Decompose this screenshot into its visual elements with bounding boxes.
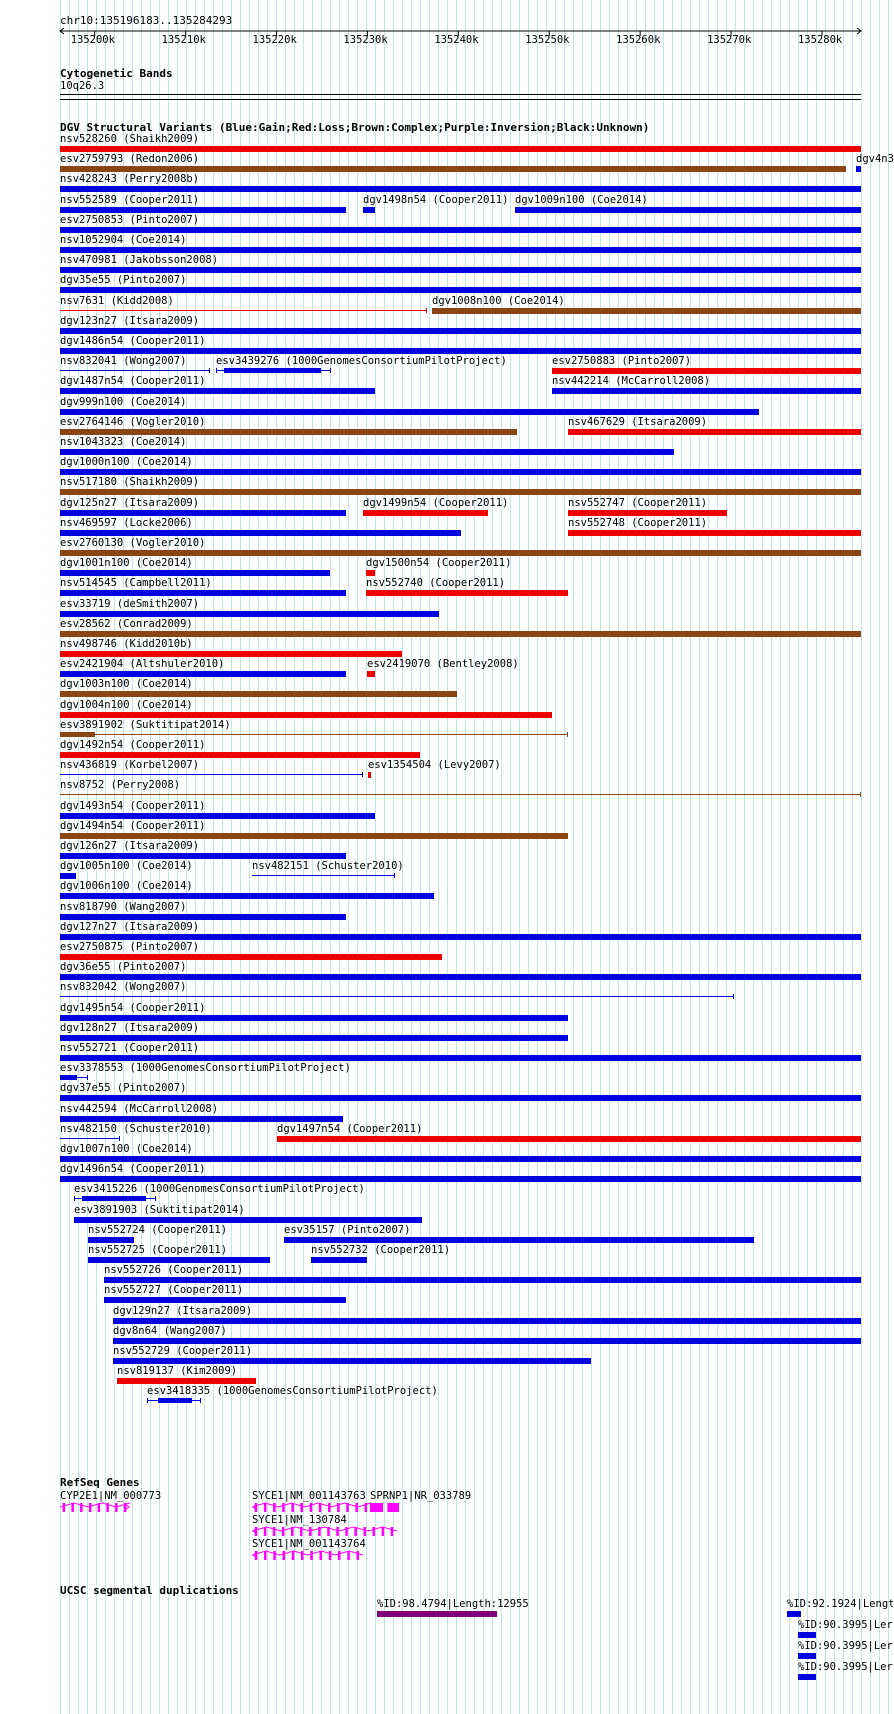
- dgv-feature-label[interactable]: nsv436819 (Korbel2007): [60, 759, 200, 772]
- cytoband-divider-top: [60, 94, 861, 95]
- dgv-feature-bar[interactable]: [60, 1015, 568, 1021]
- dgv-feature-label[interactable]: nsv442594 (McCarroll2008): [60, 1102, 219, 1115]
- dgv-feature-label[interactable]: dgv1001n100 (Coe2014): [60, 557, 193, 570]
- dgv-feature-bar[interactable]: [60, 186, 861, 192]
- dgv-feature-label[interactable]: nsv552747 (Cooper2011): [568, 496, 708, 509]
- dgv-feature-label[interactable]: dgv1497n54 (Cooper2011): [277, 1122, 423, 1135]
- cytoband-track-title[interactable]: Cytogenetic Bands: [60, 67, 173, 80]
- dgv-feature-bar[interactable]: [60, 833, 568, 839]
- dgv-feature-bar[interactable]: [60, 1035, 568, 1041]
- dgv-feature-bar[interactable]: [113, 1318, 861, 1324]
- segdup-label[interactable]: %ID:92.1924|Lengt: [787, 1598, 894, 1610]
- dgv-feature-block[interactable]: [224, 368, 321, 373]
- dgv-feature-label[interactable]: dgv127n27 (Itsara2009): [60, 920, 200, 933]
- dgv-feature-bar[interactable]: [277, 1136, 861, 1142]
- segdup-bar[interactable]: [787, 1611, 801, 1617]
- dgv-feature-bar[interactable]: [856, 166, 861, 172]
- dgv-feature-bar[interactable]: [60, 267, 861, 273]
- dgv-feature-label[interactable]: dgv999n100 (Coe2014): [60, 395, 187, 408]
- segdup-track-title[interactable]: UCSC segmental duplications: [60, 1584, 239, 1597]
- dgv-feature-label[interactable]: esv2419070 (Bentley2008): [367, 658, 519, 671]
- dgv-feature-label[interactable]: dgv123n27 (Itsara2009): [60, 314, 200, 327]
- dgv-feature-end-cap: [209, 368, 210, 373]
- dgv-feature-label[interactable]: dgv4n3: [856, 153, 894, 166]
- dgv-feature-label[interactable]: esv2760130 (Vogler2010): [60, 537, 206, 549]
- refseq-gene-label[interactable]: CYP2E1|NM_000773: [60, 1490, 162, 1502]
- dgv-feature-bar[interactable]: [60, 287, 861, 293]
- dgv-feature-label[interactable]: dgv1487n54 (Cooper2011): [60, 375, 206, 388]
- segdup-bar[interactable]: [798, 1674, 816, 1680]
- dgv-feature-bar[interactable]: [60, 166, 846, 172]
- refseq-gene-label[interactable]: SPRNP1|NR_033789: [370, 1490, 472, 1502]
- dgv-feature-label[interactable]: dgv125n27 (Itsara2009): [60, 496, 200, 509]
- dgv-feature-label[interactable]: dgv1486n54 (Cooper2011): [60, 335, 206, 347]
- dgv-feature-label[interactable]: nsv552748 (Cooper2011): [568, 516, 708, 529]
- dgv-feature-label[interactable]: dgv1006n100 (Coe2014): [60, 880, 193, 893]
- dgv-feature-bar[interactable]: [60, 914, 346, 920]
- dgv-feature-line[interactable]: [60, 794, 861, 795]
- dgv-feature-bar[interactable]: [60, 671, 346, 677]
- dgv-feature-label[interactable]: nsv528260 (Shaikh2009): [60, 133, 200, 145]
- refseq-gene-model[interactable]: [252, 1550, 365, 1562]
- dgv-feature-label[interactable]: esv2421904 (Altshuler2010): [60, 658, 225, 671]
- dgv-feature-bar[interactable]: [60, 489, 861, 495]
- cytoband-divider-bottom: [60, 99, 861, 100]
- dgv-feature-bar[interactable]: [60, 247, 861, 253]
- dgv-feature-end-cap: [362, 772, 363, 777]
- dgv-feature-bar[interactable]: [60, 1095, 861, 1101]
- dgv-feature-line[interactable]: [60, 370, 210, 371]
- dgv-feature-bar[interactable]: [363, 207, 375, 213]
- dgv-feature-bar[interactable]: [60, 611, 439, 617]
- dgv-feature-line[interactable]: [60, 996, 734, 997]
- dgv-feature-label[interactable]: dgv128n27 (Itsara2009): [60, 1021, 200, 1034]
- dgv-feature-label[interactable]: dgv1495n54 (Cooper2011): [60, 1001, 206, 1014]
- dgv-feature-bar[interactable]: [60, 530, 461, 536]
- ruler-tick-label: 135270k: [707, 34, 752, 46]
- dgv-track-title[interactable]: DGV Structural Variants (Blue:Gain;Red:Loss;Brown:Complex;Purple:Inversion;Black:Unknown): [60, 121, 650, 134]
- ruler-tick-label: 135200k: [70, 34, 115, 46]
- segdup-bar[interactable]: [377, 1611, 497, 1617]
- dgv-feature-label[interactable]: esv1354504 (Levy2007): [368, 759, 501, 772]
- dgv-feature-label[interactable]: esv28562 (Conrad2009): [60, 617, 193, 630]
- dgv-feature-end-cap: [733, 994, 734, 999]
- dgv-feature-bar[interactable]: [88, 1257, 270, 1263]
- dgv-feature-label[interactable]: nsv470981 (Jakobsson2008): [60, 254, 219, 267]
- dgv-feature-label[interactable]: esv2759793 (Redon2006): [60, 153, 200, 166]
- dgv-feature-label[interactable]: dgv1009n100 (Coe2014): [515, 193, 648, 206]
- dgv-feature-bar[interactable]: [60, 813, 375, 819]
- dgv-feature-bar[interactable]: [363, 510, 488, 516]
- dgv-feature-label[interactable]: nsv552724 (Cooper2011): [88, 1223, 228, 1236]
- dgv-feature-bar[interactable]: [515, 207, 861, 213]
- dgv-feature-bar[interactable]: [104, 1277, 861, 1283]
- dgv-feature-label[interactable]: nsv832042 (Wong2007): [60, 981, 187, 994]
- dgv-feature-label[interactable]: esv35157 (Pinto2007): [284, 1223, 411, 1236]
- segdup-label[interactable]: %ID:90.3995|Ler: [798, 1640, 893, 1652]
- dgv-feature-label[interactable]: nsv442214 (McCarroll2008): [552, 375, 711, 388]
- dgv-feature-label[interactable]: dgv36e55 (Pinto2007): [60, 961, 187, 974]
- dgv-feature-label[interactable]: dgv1493n54 (Cooper2011): [60, 799, 206, 812]
- dgv-feature-label[interactable]: dgv126n27 (Itsara2009): [60, 840, 200, 852]
- dgv-feature-label[interactable]: nsv552721 (Cooper2011): [60, 1042, 200, 1054]
- dgv-feature-label[interactable]: esv3891902 (Suktitipat2014): [60, 718, 231, 731]
- ruler-tick-label: 135260k: [616, 34, 661, 46]
- segdup-label[interactable]: %ID:90.3995|Ler: [798, 1661, 893, 1673]
- dgv-feature-end-cap: [147, 1398, 148, 1403]
- dgv-feature-line[interactable]: [60, 310, 427, 311]
- refseq-gene-label[interactable]: SYCE1|NM_001143764: [252, 1538, 366, 1550]
- dgv-feature-label[interactable]: nsv552727 (Cooper2011): [104, 1284, 244, 1297]
- dgv-feature-label[interactable]: nsv482151 (Schuster2010): [252, 860, 404, 873]
- dgv-feature-label[interactable]: nsv467629 (Itsara2009): [568, 415, 708, 428]
- dgv-feature-label[interactable]: esv33719 (deSmith2007): [60, 597, 200, 610]
- dgv-feature-label[interactable]: nsv1052904 (Coe2014): [60, 234, 187, 246]
- dgv-feature-label[interactable]: esv2750875 (Pinto2007): [60, 941, 200, 953]
- dgv-feature-label[interactable]: nsv7631 (Kidd2008): [60, 294, 174, 307]
- dgv-feature-label[interactable]: nsv498746 (Kidd2010b): [60, 638, 193, 650]
- ruler-tick-label: 135220k: [252, 34, 297, 46]
- dgv-feature-bar[interactable]: [60, 651, 402, 657]
- dgv-feature-bar[interactable]: [60, 1055, 861, 1061]
- dgv-feature-label[interactable]: nsv469597 (Locke2006): [60, 516, 193, 529]
- dgv-feature-label[interactable]: dgv37e55 (Pinto2007): [60, 1082, 187, 1095]
- dgv-feature-bar[interactable]: [60, 409, 759, 415]
- ruler-tick-label: 135240k: [434, 34, 479, 46]
- ruler-tick-label: 135230k: [343, 34, 388, 46]
- dgv-feature-end-cap: [394, 873, 395, 878]
- dgv-feature-label[interactable]: dgv129n27 (Itsara2009): [113, 1304, 253, 1317]
- dgv-feature-bar[interactable]: [366, 590, 568, 596]
- dgv-feature-label[interactable]: nsv819137 (Kim2009): [117, 1365, 238, 1378]
- dgv-feature-label[interactable]: dgv1496n54 (Cooper2011): [60, 1163, 206, 1176]
- dgv-feature-label[interactable]: esv3418335 (1000GenomesConsortiumPilotProject): [147, 1385, 438, 1398]
- dgv-feature-label[interactable]: dgv1005n100 (Coe2014): [60, 860, 193, 873]
- dgv-feature-label[interactable]: dgv1492n54 (Cooper2011): [60, 739, 206, 751]
- dgv-feature-line[interactable]: [252, 875, 395, 876]
- dgv-feature-bar[interactable]: [60, 328, 861, 334]
- dgv-feature-end-cap: [567, 732, 568, 737]
- dgv-feature-label[interactable]: nsv517180 (Shaikh2009): [60, 476, 200, 489]
- dgv-feature-line[interactable]: [60, 1138, 120, 1139]
- dgv-feature-bar[interactable]: [60, 893, 434, 899]
- dgv-feature-label[interactable]: dgv1498n54 (Cooper2011): [363, 193, 509, 206]
- dgv-feature-label[interactable]: dgv1008n100 (Coe2014): [432, 294, 565, 307]
- dgv-feature-bar[interactable]: [60, 227, 861, 233]
- dgv-feature-block[interactable]: [158, 1398, 192, 1403]
- dgv-feature-label[interactable]: nsv552589 (Cooper2011): [60, 193, 200, 206]
- dgv-feature-line[interactable]: [60, 734, 568, 735]
- dgv-feature-label[interactable]: nsv482150 (Schuster2010): [60, 1122, 212, 1135]
- dgv-feature-label[interactable]: nsv552725 (Cooper2011): [88, 1244, 228, 1256]
- refseq-gene-model[interactable]: [370, 1502, 401, 1514]
- dgv-feature-bar[interactable]: [60, 691, 457, 697]
- dgv-feature-bar[interactable]: [60, 146, 861, 152]
- dgv-feature-bar[interactable]: [60, 207, 346, 213]
- dgv-feature-bar[interactable]: [568, 429, 861, 435]
- dgv-feature-label[interactable]: esv2750853 (Pinto2007): [60, 213, 200, 226]
- dgv-feature-label[interactable]: dgv35e55 (Pinto2007): [60, 274, 187, 287]
- dgv-feature-bar[interactable]: [60, 510, 346, 516]
- dgv-feature-end-cap: [155, 1196, 156, 1201]
- dgv-feature-bar[interactable]: [366, 570, 375, 576]
- dgv-feature-label[interactable]: nsv8752 (Perry2008): [60, 779, 181, 792]
- dgv-feature-label[interactable]: dgv1494n54 (Cooper2011): [60, 819, 206, 832]
- refseq-gene-model[interactable]: [252, 1502, 373, 1514]
- dgv-feature-bar[interactable]: [60, 348, 861, 354]
- dgv-feature-bar[interactable]: [60, 550, 861, 556]
- dgv-feature-bar[interactable]: [60, 1116, 343, 1122]
- ruler-tick-label: 135250k: [525, 34, 570, 46]
- dgv-feature-bar[interactable]: [60, 590, 346, 596]
- dgv-feature-line[interactable]: [60, 774, 363, 775]
- dgv-feature-bar[interactable]: [60, 1176, 861, 1182]
- dgv-feature-end-cap: [119, 1136, 120, 1141]
- refseq-gene-label[interactable]: SYCE1|NM_001143763: [252, 1490, 366, 1502]
- dgv-feature-bar[interactable]: [60, 954, 442, 960]
- dgv-feature-label[interactable]: nsv514545 (Campbell2011): [60, 577, 212, 590]
- dgv-feature-label[interactable]: dgv1003n100 (Coe2014): [60, 678, 193, 691]
- dgv-feature-end-cap: [216, 368, 217, 373]
- dgv-feature-block[interactable]: [60, 732, 95, 737]
- dgv-feature-bar[interactable]: [60, 873, 76, 879]
- dgv-feature-bar[interactable]: [568, 530, 861, 536]
- ruler-tick-label: 135280k: [797, 34, 843, 46]
- dgv-feature-label[interactable]: nsv552740 (Cooper2011): [366, 577, 506, 590]
- dgv-feature-bar[interactable]: [88, 1237, 134, 1243]
- dgv-feature-bar[interactable]: [284, 1237, 754, 1243]
- dgv-feature-label[interactable]: dgv1000n100 (Coe2014): [60, 456, 193, 469]
- dgv-feature-bar[interactable]: [60, 449, 674, 455]
- dgv-feature-label[interactable]: esv3439276 (1000GenomesConsortiumPilotProject): [216, 355, 507, 368]
- dgv-feature-label[interactable]: nsv552729 (Cooper2011): [113, 1345, 253, 1357]
- dgv-feature-end-cap: [426, 308, 427, 313]
- dgv-feature-bar[interactable]: [104, 1297, 346, 1303]
- segdup-bar[interactable]: [798, 1653, 816, 1659]
- dgv-feature-bar[interactable]: [60, 974, 861, 980]
- dgv-feature-bar[interactable]: [60, 570, 330, 576]
- dgv-feature-bar[interactable]: [552, 388, 861, 394]
- dgv-feature-label[interactable]: dgv1499n54 (Cooper2011): [363, 496, 509, 509]
- dgv-feature-bar[interactable]: [60, 388, 375, 394]
- dgv-feature-bar[interactable]: [367, 671, 375, 677]
- dgv-feature-label[interactable]: dgv1004n100 (Coe2014): [60, 698, 193, 711]
- segdup-bar[interactable]: [798, 1632, 816, 1638]
- refseq-gene-model[interactable]: [252, 1526, 399, 1538]
- dgv-feature-label[interactable]: esv2750883 (Pinto2007): [552, 355, 692, 368]
- refseq-track-title[interactable]: RefSeq Genes: [60, 1476, 140, 1489]
- dgv-feature-bar[interactable]: [60, 631, 861, 637]
- dgv-feature-block[interactable]: [60, 1075, 77, 1080]
- dgv-feature-label[interactable]: esv3415226 (1000GenomesConsortiumPilotProject): [74, 1183, 365, 1196]
- dgv-feature-bar[interactable]: [60, 429, 517, 435]
- dgv-feature-bar[interactable]: [432, 308, 861, 314]
- dgv-feature-block[interactable]: [82, 1196, 146, 1201]
- segdup-label[interactable]: %ID:98.4794|Length:12955: [377, 1598, 529, 1610]
- dgv-feature-bar[interactable]: [60, 712, 552, 718]
- dgv-feature-end-cap: [200, 1398, 201, 1403]
- dgv-feature-label[interactable]: esv3378553 (1000GenomesConsortiumPilotProject): [60, 1062, 351, 1075]
- dgv-feature-bar[interactable]: [311, 1257, 367, 1263]
- dgv-feature-end-cap: [860, 792, 861, 797]
- dgv-feature-bar[interactable]: [113, 1338, 861, 1344]
- dgv-feature-label[interactable]: dgv1007n100 (Coe2014): [60, 1143, 193, 1155]
- dgv-feature-label[interactable]: nsv832041 (Wong2007): [60, 355, 187, 368]
- dgv-feature-end-cap: [330, 368, 331, 373]
- dgv-feature-bar[interactable]: [552, 368, 861, 374]
- ruler-tick-label: 135210k: [161, 34, 206, 46]
- cytoband-label: 10q26.3: [60, 80, 105, 92]
- dgv-feature-bar[interactable]: [60, 853, 346, 859]
- dgv-feature-label[interactable]: dgv1500n54 (Cooper2011): [366, 557, 512, 570]
- dgv-feature-bar[interactable]: [60, 934, 861, 940]
- dgv-feature-label[interactable]: dgv8n64 (Wang2007): [113, 1324, 227, 1337]
- refseq-gene-label[interactable]: SYCE1|NM_130784: [252, 1514, 347, 1526]
- position-label: chr10:135196183..135284293: [60, 14, 233, 27]
- dgv-feature-label[interactable]: nsv552732 (Cooper2011): [311, 1244, 451, 1256]
- dgv-feature-label[interactable]: esv3891903 (Suktitipat2014): [74, 1203, 245, 1216]
- dgv-feature-bar[interactable]: [60, 1156, 861, 1162]
- dgv-feature-bar[interactable]: [568, 510, 727, 516]
- dgv-feature-label[interactable]: nsv818790 (Wang2007): [60, 900, 187, 913]
- dgv-feature-bar[interactable]: [74, 1217, 422, 1223]
- dgv-feature-bar[interactable]: [117, 1378, 256, 1384]
- refseq-gene-model[interactable]: [60, 1502, 132, 1514]
- dgv-feature-end-cap: [87, 1075, 88, 1080]
- dgv-feature-label[interactable]: nsv1043323 (Coe2014): [60, 436, 187, 448]
- segdup-label[interactable]: %ID:90.3995|Ler: [798, 1619, 893, 1631]
- dgv-feature-bar[interactable]: [60, 752, 420, 758]
- dgv-feature-label[interactable]: nsv428243 (Perry2008b): [60, 173, 200, 186]
- dgv-feature-end-cap: [74, 1196, 75, 1201]
- dgv-feature-label[interactable]: esv2764146 (Vogler2010): [60, 415, 206, 428]
- dgv-feature-bar[interactable]: [113, 1358, 591, 1364]
- dgv-feature-bar[interactable]: [368, 772, 371, 778]
- dgv-feature-label[interactable]: nsv552726 (Cooper2011): [104, 1264, 244, 1277]
- dgv-feature-bar[interactable]: [60, 469, 861, 475]
